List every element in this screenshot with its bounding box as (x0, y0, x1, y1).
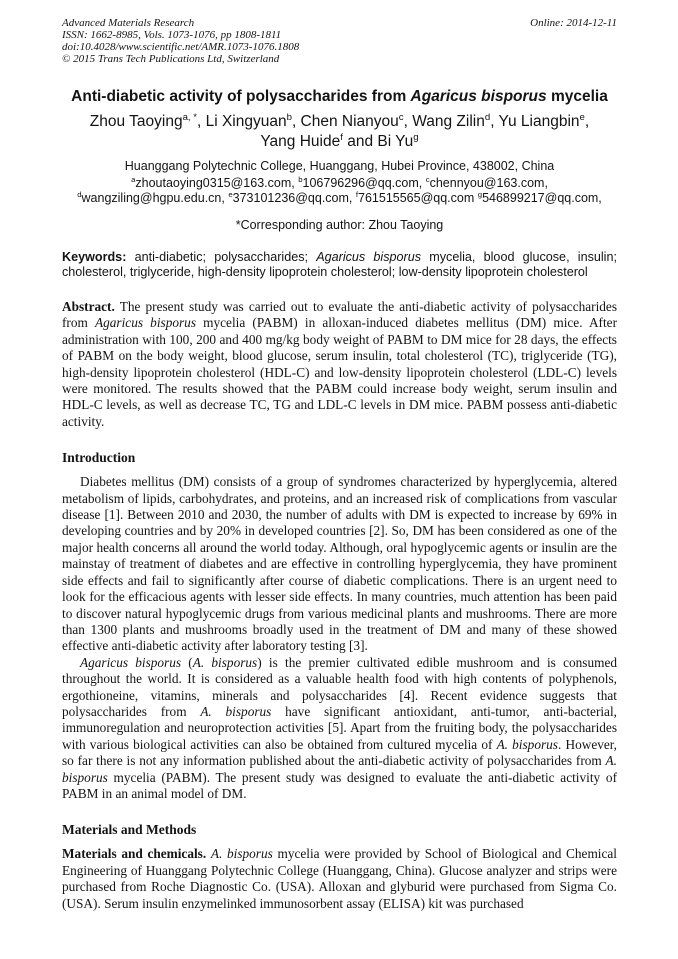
affiliation: Huanggang Polytechnic College, Huanggang, Hubei Province, 438002, China (124, 159, 555, 173)
emails-block (62, 176, 617, 206)
abstract (62, 299, 617, 430)
keywords (62, 250, 617, 280)
text-segment: f (340, 131, 343, 143)
issn-line: ISSN: 1662-8985, Vols. 1073-1076, pp 1808-1811 (62, 29, 282, 41)
text-segment: ( (181, 654, 193, 670)
text-segment: anti-diabetic; polysaccharides; (134, 250, 317, 264)
text-segment: 761515565@qq.com (358, 191, 478, 205)
text-segment: ) is the premier cultivated edible mushroom and is consumed throughout the world. It is considered as a valuable health food with high contents of polyphenols, ergothioneine, vitamins, minerals and polysaccharides [4]. Recent evidence suggests that polysaccharides from (62, 654, 617, 719)
paper-title (62, 87, 617, 106)
text-segment: Yang Huide (260, 133, 341, 150)
text-segment: zhoutaoying0315@163.com, (135, 176, 299, 190)
text-segment: and Bi Yu (342, 133, 414, 150)
text-segment: a (131, 174, 136, 184)
text-segment: mycelia (PABM). The present study was designed to evaluate the anti-diabetic activity of PABM in an animal model of DM. (62, 769, 617, 801)
text-segment: Agaricus bisporus (410, 88, 547, 105)
text-segment: A. bisporus (62, 753, 617, 785)
authors-block (62, 112, 617, 152)
text-segment: Materials and chemicals. (62, 846, 207, 862)
text-segment: . However, so far there is not any information published about the anti-diabetic activity of polysaccharides from (62, 736, 617, 769)
text-segment: wangziling@hgpu.edu.cn, (81, 191, 229, 205)
text-segment: Diabetes mellitus (DM) consists of a group of syndromes characterized by hyperglycemia, altered metabolism of lipids, carbohydrates, and proteins, and an increased risk of complications from vascular disease [1]. Between 2010 and 2030, the number of adults with DM is expected to increase by 69% in developing countries and by 20% in developed countries [2]. So, DM has been considered as one of the major health concerns all around the world today. Although, oral hypoglycemic agents or insulin are the mainstay of treatment of diabetes and are effective in controlling hyperglycemia, they have prominent side effects and fail to significantly after course of diabetic complications. There is an urgent need to look for the efficacious agents with lesser side effects. In many countries, much attention has been paid to discover natural hypoglycemic drugs from various medicinal plants and mushrooms. There are more than 1300 plants and mushrooms broadly used in the treatment of DM and many of these showed effective anti-diabetic activity after laboratory testing [3]. (62, 474, 617, 654)
text-segment: d (77, 189, 82, 199)
text-segment: e (228, 189, 233, 199)
online-date: Online: 2014-12-11 (530, 17, 617, 29)
text-segment: , Li Xingyuan (196, 113, 287, 130)
section-heading-introduction: Introduction (62, 450, 136, 466)
authors-line-2 (62, 132, 617, 152)
text-segment: , Yu Liangbin (490, 113, 580, 130)
text-segment: A. bisporus (496, 736, 558, 752)
journal-name: Advanced Materials Research (62, 17, 195, 29)
text-segment: 546899217@qq.com, (482, 191, 602, 205)
text-segment: , Chen Nianyou (291, 113, 399, 130)
text-segment: f (355, 189, 359, 199)
introduction-paragraph-1 (62, 474, 617, 654)
text-segment: c (425, 174, 430, 184)
text-segment: b (298, 174, 303, 184)
text-segment: Zhou Taoying (89, 113, 183, 130)
text-segment: mycelia were provided by School of Biological and Chemical Engineering of Huanggang Polytechnic College (Huanggang, China). Glucose analyzer and strips were purchased from Roche Diagnostic Co. (USA). Alloxan and glyburid were purchased from Sigma Co. (USA). Serum insulin enzymelinked immunosorbent assay (ELISA) kit was purchased (62, 846, 617, 911)
section-heading-materials-and-methods: Materials and Methods (62, 822, 197, 838)
text-segment: Agaricus bisporus (95, 315, 196, 331)
doi-line: doi:10.4028/www.scientific.net/AMR.1073-1076.1808 (62, 41, 300, 53)
text-segment: A. bisporus (210, 846, 273, 862)
journal-header-left (62, 17, 299, 65)
text-segment: A. bisporus (200, 703, 272, 719)
text-segment: 373101236@qq.com, (232, 191, 356, 205)
text-segment: chennyou@163.com, (429, 176, 548, 190)
journal-header (62, 17, 617, 65)
text-segment: , Wang Zilin (403, 113, 485, 130)
text-segment: , (584, 113, 590, 130)
text-segment: mycelia (PABM) in alloxan-induced diabetes mellitus (DM) mice. After administration with 100, 200 and 400 mg/kg body weight of PABM to DM mice for 28 days, the effects of PABM on the body weight, blood glucose, serum insulin, total cholesterol (TC), triglyceride (TG), high-density lipoprotein cholesterol (HDL-C) and low-density lipoprotein cholesterol (LDL-C) levels were monitored. The results showed that the PABM could increase body weight, serum insulin and HDL-C levels, as well as decrease TC, TG and LDL-C levels in DM mice. PABM possess anti-diabetic activity. (62, 315, 617, 429)
text-segment: b (286, 111, 292, 123)
text-segment: Keywords: (62, 250, 135, 264)
text-segment: The present study was carried out to evaluate the anti-diabetic activity of polysaccharides from (62, 299, 617, 331)
text-segment: Agaricus bisporus (316, 250, 422, 264)
materials-and-chemicals-paragraph (62, 846, 617, 912)
emails-line-2 (62, 191, 617, 206)
text-segment: have significant antioxidant, anti-tumor, anti-bacterial, immunoregulation and neuroprotection activities [5]. Apart from the fruiting body, the polysaccharides with various biological activities can also be obtained from cultured mycelia of (62, 703, 617, 752)
text-segment: e (579, 111, 585, 123)
text-segment: mycelia, blood glucose, insulin; cholesterol, triglyceride, high-density lipoprotein cholesterol; low-density lipoprotein cholesterol (62, 250, 617, 279)
introduction-paragraph-2 (62, 655, 617, 803)
text-segment: mycelia (546, 88, 608, 105)
copyright-line: © 2015 Trans Tech Publications Ltd, Switzerland (62, 53, 280, 65)
text-segment: 106796296@qq.com, (302, 176, 426, 190)
text-segment: a, * (182, 111, 197, 123)
text-segment: Agaricus bisporus (80, 654, 182, 670)
emails-line-1 (62, 176, 617, 191)
text-segment: d (484, 111, 491, 123)
authors-line-1 (62, 112, 617, 132)
text-segment: Abstract. (62, 299, 115, 314)
text-segment: g (413, 131, 419, 143)
text-segment: A. bisporus (192, 654, 258, 670)
text-segment: g (477, 189, 483, 199)
corresponding-author: *Corresponding author: Zhou Taoying (235, 218, 444, 232)
text-segment: Anti-diabetic activity of polysaccharides from (71, 88, 411, 105)
text-segment: c (398, 111, 404, 123)
